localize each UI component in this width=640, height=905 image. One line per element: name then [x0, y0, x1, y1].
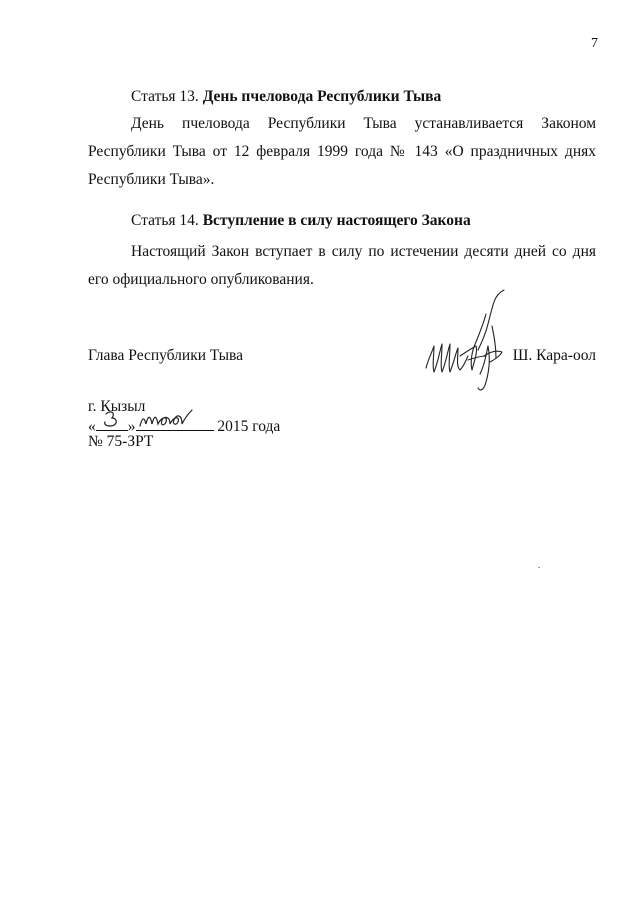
handwritten-signature	[420, 286, 510, 394]
place: г. Кызыл	[88, 398, 146, 415]
year: 2015 года	[217, 418, 281, 435]
article-14-prefix: Статья 14.	[131, 212, 199, 229]
stray-mark	[538, 567, 540, 568]
month-handwriting	[136, 408, 214, 430]
signer-title: Глава Республики Тыва	[88, 347, 244, 364]
open-quote: «	[88, 418, 96, 435]
day-handwriting	[96, 408, 128, 430]
signature-line	[88, 347, 596, 371]
article-14-body: Настоящий Закон вступает в силу по истечении десяти дней со дня его официального опубликования.	[88, 243, 596, 288]
article-13-body: День пчеловода Республики Тыва устанавливается Законом Республики Тыва от 12 февраля 1999 года № 143 «О праздничных днях Республики Тыва».	[88, 115, 596, 188]
page-number: 7	[591, 36, 598, 51]
close-quote: »	[127, 418, 136, 435]
article-14-heading	[131, 212, 471, 230]
article-14-title: Вступление в силу настоящего Закона	[202, 212, 471, 229]
month-blank	[136, 414, 214, 431]
article-13-title: День пчеловода Республики Тыва	[202, 88, 442, 105]
article-13-prefix: Статья 13.	[131, 88, 199, 105]
article-13-heading	[131, 88, 441, 106]
signer-name: Ш. Кара-оол	[512, 347, 596, 364]
day-blank	[96, 414, 128, 431]
law-number: № 75-ЗРТ	[88, 433, 154, 450]
